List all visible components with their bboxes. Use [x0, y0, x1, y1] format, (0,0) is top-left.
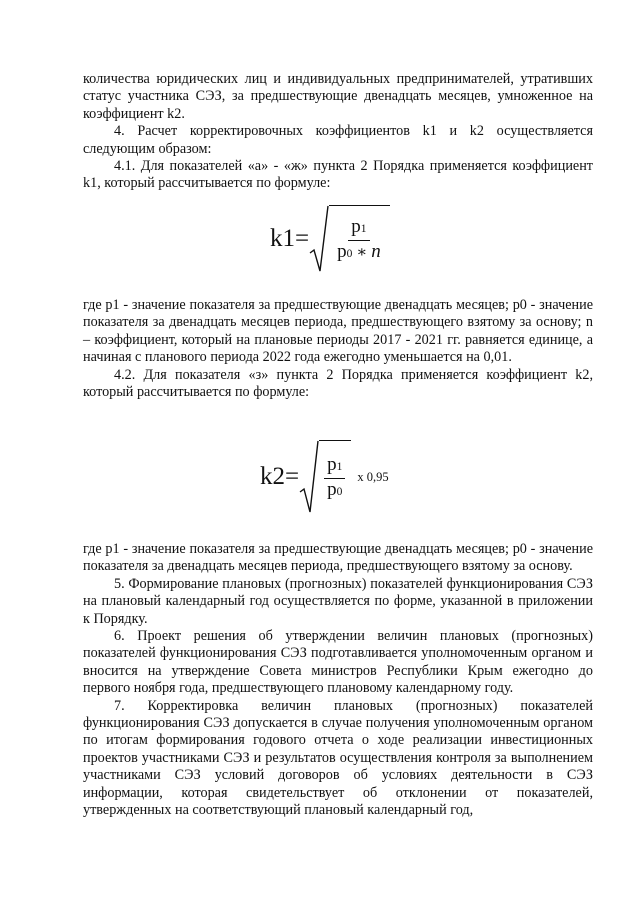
paragraph-7: 7. Корректировка величин плановых (прогнозных) показателей функционирования СЭЗ допускается в случае получения уполномоченным органом по итогам формирования годового отчета о ходе реализации инвестиционных проектов участниками СЭЗ и результатов осуществления контроля за выполнением участниками СЭЗ условий договоров об условиях деятельности в СЭЗ информации, которая свидетельствует об отклонении от показателей, утвержденных на соответствующий плановый календарный год, — [83, 697, 593, 819]
text-block-bottom — [83, 541, 593, 820]
paragraph-where-2: где p1 - значение показателя за предшествующие двенадцать месяцев; p0 - значение показателя за двенадцать месяцев периода, предшествующего взятому за основу. — [83, 541, 593, 575]
paragraph-6: 6. Проект решения об утверждении величин плановых (прогнозных) показателей функционирования СЭЗ подготавливается уполномоченным органом и вносится на утверждение Совета министров Республики Крым ежегодно до первого ноября года, предшествующего плановому календарному году. — [83, 628, 593, 697]
formula-k1 — [270, 205, 390, 273]
paragraph-5: 5. Формирование плановых (прогнозных) показателей функционирования СЭЗ на плановый календарный год осуществляется по форме, указанной в приложении к Порядку. — [83, 575, 593, 627]
formula-k1-numerator: p1 — [348, 216, 369, 241]
formula-k2-multiplier: x 0,95 — [357, 469, 389, 484]
formula-k1-denominator: p0 ∗ n — [337, 241, 381, 262]
paragraph-4-2: 4.2. Для показателя «з» пункта 2 Порядка применяется коэффициент k2, который рассчитывается по формуле: — [83, 366, 593, 401]
formula-k2-denominator: p0 — [327, 479, 343, 500]
paragraph-4: 4. Расчет корректировочных коэффициентов k1 и k2 осуществляется следующим образом: — [83, 123, 593, 157]
formula-k2-numerator: p1 — [324, 454, 345, 479]
paragraph-intro: количества юридических лиц и индивидуальных предпринимателей, утративших статус участника СЭЗ, за предшествующие двенадцать месяцев, умноженное на коэффициент k2. — [83, 71, 593, 122]
formula-k2-fraction — [324, 454, 345, 503]
radical-sign-icon — [309, 205, 329, 273]
formula-k2 — [260, 440, 389, 514]
formula-k1-radical — [309, 205, 390, 273]
paragraph-where-1: где p1 - значение показателя за предшествующие двенадцать месяцев; p0 - значение показателя за двенадцать месяцев периода, предшествующего взятому за основу; n – коэффициент, который на плановые периоды 2017 - 2021 гг. равняется единице, а начиная с планового периода 2022 года ежегодно уменьшается на 0,01. — [83, 297, 593, 366]
text-block-top — [83, 71, 593, 193]
formula-k1-fraction — [334, 216, 384, 265]
paragraph-4-1: 4.1. Для показателей «а» - «ж» пункта 2 Порядка применяется коэффициент k1, который рассчитывается по формуле: — [83, 158, 593, 192]
formula-k2-radical — [299, 440, 351, 514]
formula-k1-lhs: k1= — [270, 225, 310, 252]
radical-sign-icon — [299, 440, 319, 514]
text-block-middle — [83, 297, 593, 401]
formula-k2-lhs: k2= — [260, 463, 300, 490]
